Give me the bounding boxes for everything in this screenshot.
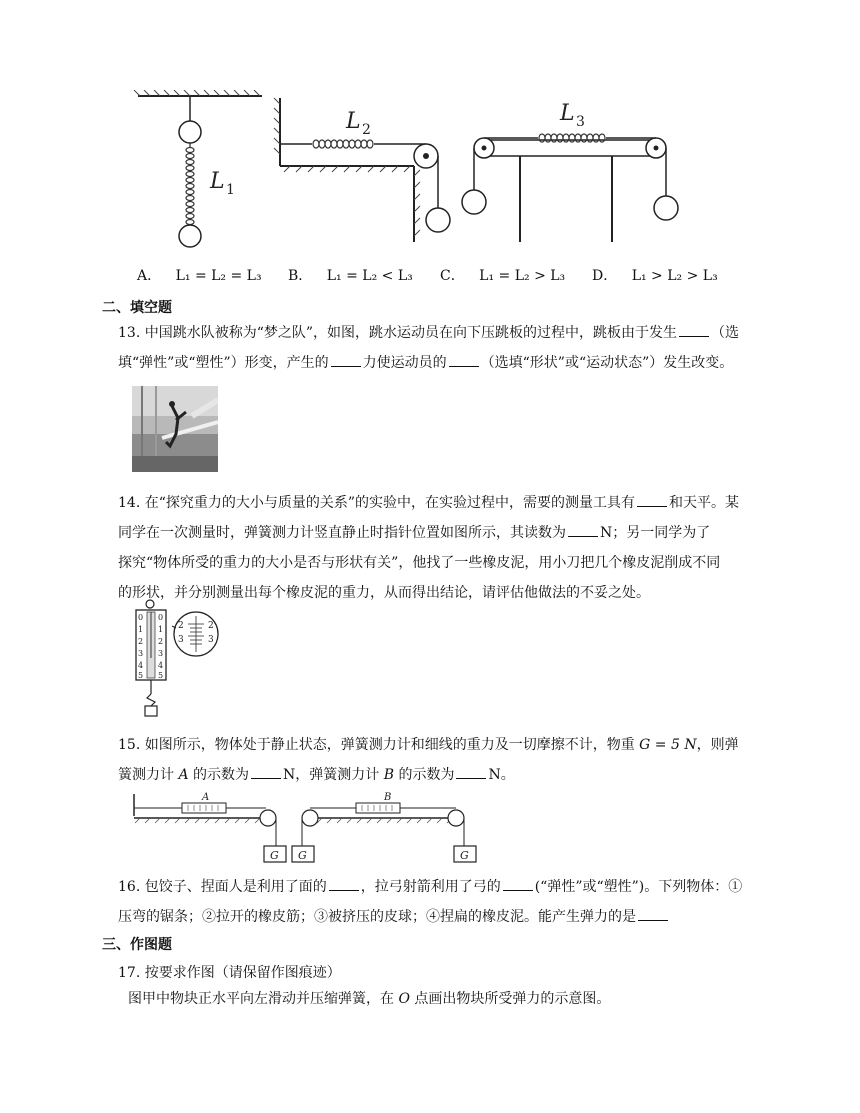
spring-scale-figure	[128, 598, 228, 726]
label-l2: L	[346, 109, 361, 134]
spring-length-figure	[130, 90, 690, 250]
q13-text-2b: 力使运动员的	[362, 355, 447, 371]
q17-text-2b: 点画出物块所受弹力的示意图。	[414, 991, 611, 1007]
option-d-letter: D．	[592, 268, 618, 284]
q13-blank-2[interactable]	[331, 352, 361, 367]
q15-scale-b: B	[383, 767, 395, 783]
option-d[interactable]	[592, 264, 718, 288]
q14-text-1b: 和天平。某	[669, 495, 740, 511]
label-l2-sub: 2	[362, 122, 371, 138]
q14-text-2a: 同学在一次测量时，弹簧测力计竖直静止时指针位置如图所示，其读数为	[118, 525, 566, 541]
scale-right-3: 3	[158, 649, 164, 658]
spring-l1-diagram	[134, 90, 262, 247]
q15-text-2a: 簧测力计	[118, 767, 174, 783]
question-16	[118, 872, 808, 932]
q16-blank-1[interactable]	[329, 876, 359, 891]
label-l3: L	[560, 101, 575, 126]
q16-text-2: 压弯的锯条；②拉开的橡皮筋；③被挤压的皮球；④捏扁的橡皮泥。能产生弹力的是	[118, 909, 636, 925]
question-15	[118, 730, 808, 790]
q17-text-1: 按要求作图（请保留作图痕迹）	[144, 965, 341, 981]
fig-g-3: G	[460, 849, 469, 862]
option-a-expr: L₁ = L₂ = L₃	[175, 268, 262, 284]
q13-text-2c: （选填“形状”或“运动状态”）发生改变。	[480, 355, 734, 371]
option-c-expr: L₁ = L₂ > L₃	[479, 268, 566, 284]
question-14	[118, 488, 808, 608]
q14-blank-1[interactable]	[637, 492, 667, 507]
option-b[interactable]	[288, 264, 413, 288]
scale-left-4: 4	[138, 661, 144, 670]
scale-right-0: 0	[158, 613, 164, 622]
q14-text-2b: N；另一同学为了	[600, 525, 711, 541]
q13-text-1a: 中国跳水队被称为“梦之队”，如图，跳水运动员在向下压跳板的过程中，跳板由于发生	[144, 325, 678, 341]
q15-text-2e: N。	[488, 767, 515, 783]
q16-blank-2[interactable]	[503, 876, 533, 891]
q14-text-3: 探究“物体所受的重力的大小是否与形状有关”，他找了一些橡皮泥，用小刀把几个橡皮泥削成不同	[118, 555, 721, 571]
option-a[interactable]	[137, 264, 262, 288]
q16-text-1a: 包饺子、捏面人是利用了面的	[144, 879, 327, 895]
q13-text-2a: 填“弹性”或“塑性”）形变，产生的	[118, 355, 329, 371]
label-l1: L	[210, 169, 225, 194]
q15-text-2d: 的示数为	[398, 767, 455, 783]
q14-number: 14.	[118, 495, 141, 511]
q16-text-1b: ，拉弓射箭利用了弓的	[360, 879, 501, 895]
q13-blank-3[interactable]	[449, 352, 479, 367]
q16-number: 16.	[118, 879, 141, 895]
q17-text-2a: 图甲中物块正水平向左滑动并压缩弹簧，在	[128, 991, 394, 1007]
fig-label-a: A	[202, 792, 210, 803]
spring-l2-diagram	[274, 98, 450, 242]
section-drawing-title: 三、作图题	[102, 937, 172, 953]
option-b-letter: B．	[288, 268, 313, 284]
q15-number: 15.	[118, 737, 141, 753]
spring-l3-diagram	[462, 101, 678, 242]
section-fill-blank-title: 二、填空题	[102, 300, 172, 316]
label-l3-sub: 3	[576, 114, 585, 130]
zoom-right-2: 2	[208, 621, 214, 631]
zoom-left-3: 3	[178, 635, 184, 645]
zoom-right-3: 3	[208, 635, 214, 645]
q15-weight: G = 5 N	[639, 737, 697, 753]
scale-right-1: 1	[158, 625, 164, 634]
q17-point-o: O	[398, 991, 410, 1007]
scale-left-2: 2	[138, 637, 144, 646]
question-13	[118, 318, 798, 378]
q15-text-2c: N，弹簧测力计	[283, 767, 380, 783]
option-c-letter: C．	[440, 268, 465, 284]
q16-text-1c: (“弹性”或“塑性”)。下列物体：①	[534, 879, 743, 895]
option-c[interactable]	[440, 264, 565, 288]
option-b-expr: L₁ = L₂ < L₃	[326, 268, 413, 284]
q16-blank-3[interactable]	[638, 906, 668, 921]
scale-left-1: 1	[138, 625, 144, 634]
q17-number: 17.	[118, 965, 141, 981]
q15-scale-a: A	[178, 767, 189, 783]
q15-text-1b: ，则弹	[696, 737, 739, 753]
zoom-left-2: 2	[178, 621, 184, 631]
label-l1-sub: 1	[226, 182, 235, 198]
diver-photo	[132, 386, 218, 472]
q13-blank-1[interactable]	[679, 322, 709, 337]
fig-g-2: G	[298, 849, 307, 862]
scale-left-5: 5	[138, 671, 144, 680]
q13-text-1b: （选	[711, 325, 740, 341]
q14-text-4: 的形状，并分别测量出每个橡皮泥的重力，从而得出结论，请评估他做法的不妥之处。	[118, 585, 650, 601]
fig-label-b: B	[384, 792, 392, 803]
scale-left-0: 0	[138, 613, 144, 622]
scale-right-2: 2	[158, 637, 164, 646]
q15-blank-1[interactable]	[251, 764, 281, 779]
question-17	[118, 960, 808, 1012]
option-d-expr: L₁ > L₂ > L₃	[631, 268, 718, 284]
q14-blank-2[interactable]	[568, 522, 598, 537]
scale-left-3: 3	[138, 649, 144, 658]
q13-number: 13.	[118, 325, 141, 341]
scale-right-4: 4	[158, 661, 164, 670]
q15-text-1a: 如图所示，物体处于静止状态，弹簧测力计和细线的重力及一切摩擦不计，物重	[144, 737, 635, 753]
q15-text-2b: 的示数为	[193, 767, 250, 783]
q15-blank-2[interactable]	[456, 764, 486, 779]
spring-scale-pulley-figure	[130, 790, 480, 866]
option-a-letter: A．	[137, 268, 162, 284]
fig-g-1: G	[270, 849, 279, 862]
q14-text-1a: 在“探究重力的大小与质量的关系”的实验中，在实验过程中，需要的测量工具有	[144, 495, 636, 511]
scale-right-5: 5	[158, 671, 164, 680]
